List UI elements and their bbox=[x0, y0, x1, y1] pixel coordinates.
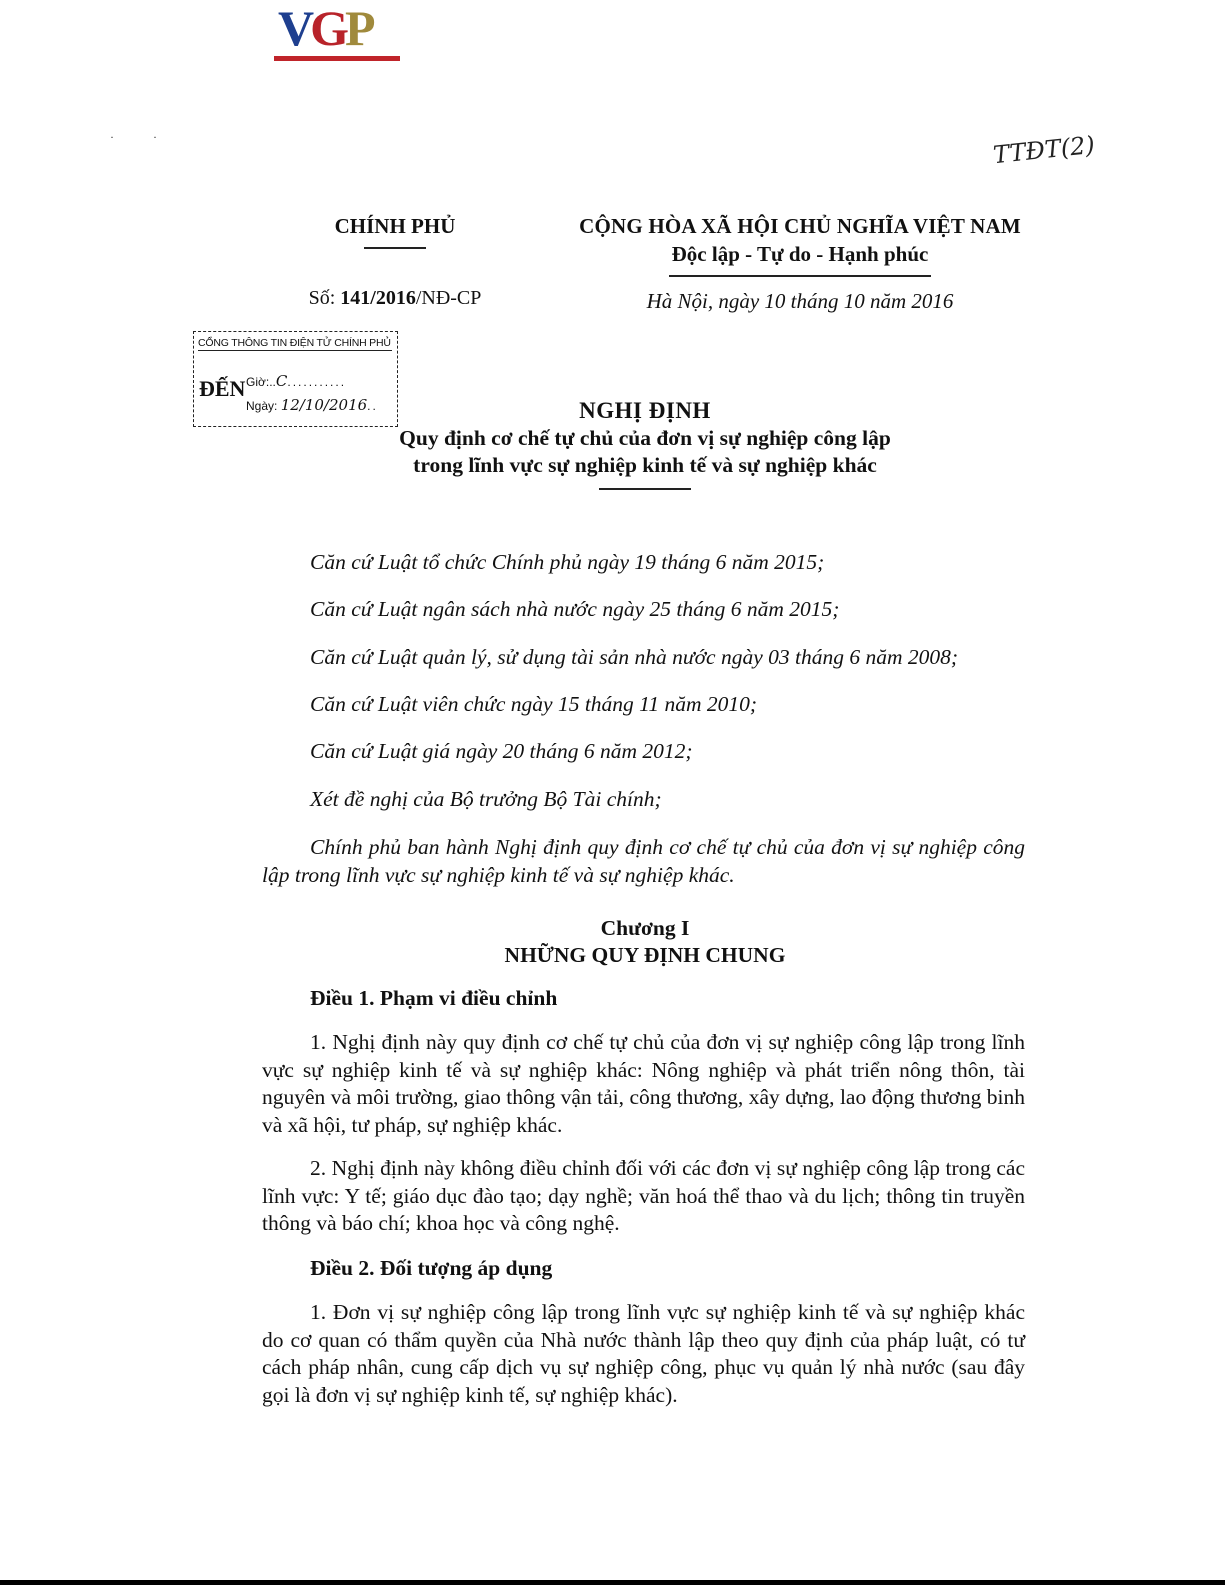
title-line-2: trong lĩnh vực sự nghiệp kinh tế và sự nghiệp khác bbox=[413, 453, 877, 477]
article-1-clause-1: 1. Nghị định này quy định cơ chế tự chủ của đơn vị sự nghiệp công lập trong lĩnh vực sự nghiệp kinh tế và sự nghiệp khác: Nông nghiệp và phát triển nông thôn, tài nguyên và môi trường, giao thông vận tải, công thương, xây dựng, lao động thương binh và xã hội, tư pháp, sự nghiệp khác. bbox=[262, 1030, 1025, 1137]
stamp-header: CỔNG THÔNG TIN ĐIỆN TỬ CHÍNH PHỦ bbox=[198, 337, 391, 349]
scan-bottom-edge bbox=[0, 1580, 1225, 1585]
article-2-clause-1: 1. Đơn vị sự nghiệp công lập trong lĩnh vực sự nghiệp kinh tế và sự nghiệp khác do cơ quan có thẩm quyền của Nhà nước thành lập theo quy định của pháp luật, có tư cách pháp nhân, cung cấp dịch vụ sự nghiệp công, phục vụ quản lý nhà nước (sau đây gọi là đơn vị sự nghiệp kinh tế, sự nghiệp khác). bbox=[262, 1300, 1025, 1407]
document-type: NGHỊ ĐỊNH bbox=[579, 398, 711, 423]
chapter-heading bbox=[300, 916, 990, 968]
chapter-title: NHỮNG QUY ĐỊNH CHUNG bbox=[504, 943, 786, 967]
scan-specks: · · bbox=[110, 130, 175, 144]
article-1-heading: Điều 1. Phạm vi điều chỉnh bbox=[310, 986, 558, 1010]
title-line-1: Quy định cơ chế tự chủ của đơn vị sự nghiệp công lập bbox=[399, 426, 891, 450]
document-title bbox=[300, 398, 990, 490]
preamble-5: Căn cứ Luật giá ngày 20 tháng 6 năm 2012; bbox=[310, 739, 693, 763]
preamble-3: Căn cứ Luật quản lý, sử dụng tài sản nhà nước ngày 03 tháng 6 năm 2008; bbox=[310, 645, 959, 669]
header-right bbox=[555, 214, 1045, 314]
preamble-7: Chính phủ ban hành Nghị định quy định cơ chế tự chủ của đơn vị sự nghiệp công lập trong lĩnh vực sự nghiệp kinh tế và sự nghiệp khác. bbox=[262, 835, 1025, 887]
header-left-rule bbox=[364, 247, 426, 249]
header-right-rule bbox=[669, 275, 931, 277]
nation-name: CỘNG HÒA XÃ HỘI CHỦ NGHĨA VIỆT NAM bbox=[579, 214, 1021, 238]
article-2-heading: Điều 2. Đối tượng áp dụng bbox=[310, 1256, 553, 1280]
document-number: Số: 141/2016/NĐ-CP bbox=[308, 286, 482, 309]
stamp-time: Giờ:..C........... bbox=[246, 372, 347, 390]
preamble-2: Căn cứ Luật ngân sách nhà nước ngày 25 tháng 6 năm 2015; bbox=[310, 597, 840, 621]
place-date: Hà Nội, ngày 10 tháng 10 năm 2016 bbox=[646, 288, 954, 313]
handwritten-note: TTĐT(2) bbox=[991, 130, 1097, 170]
national-motto: Độc lập - Tự do - Hạnh phúc bbox=[671, 242, 929, 266]
issuing-organization: CHÍNH PHỦ bbox=[334, 214, 456, 238]
vgp-logo bbox=[272, 0, 402, 64]
title-rule bbox=[599, 488, 691, 490]
vgp-logo-underline bbox=[274, 56, 400, 61]
stamp-date: Ngày: 12/10/2016.. bbox=[246, 396, 378, 414]
header-left bbox=[300, 214, 490, 310]
preamble-4: Căn cứ Luật viên chức ngày 15 tháng 11 năm 2010; bbox=[310, 692, 758, 716]
preamble-1: Căn cứ Luật tổ chức Chính phủ ngày 19 tháng 6 năm 2015; bbox=[310, 550, 825, 574]
stamp-den: ĐẾN bbox=[199, 376, 246, 401]
chapter-number: Chương I bbox=[600, 916, 690, 940]
vgp-logo-text: VGP bbox=[278, 0, 372, 56]
preamble-6: Xét đề nghị của Bộ trưởng Bộ Tài chính; bbox=[310, 787, 662, 811]
article-1-clause-2: 2. Nghị định này không điều chỉnh đối với các đơn vị sự nghiệp công lập trong các lĩnh vực: Y tế; giáo dục đào tạo; dạy nghề; văn hoá thể thao và du lịch; thông tin truyền thông và báo chí; khoa học và công nghệ. bbox=[262, 1156, 1025, 1235]
